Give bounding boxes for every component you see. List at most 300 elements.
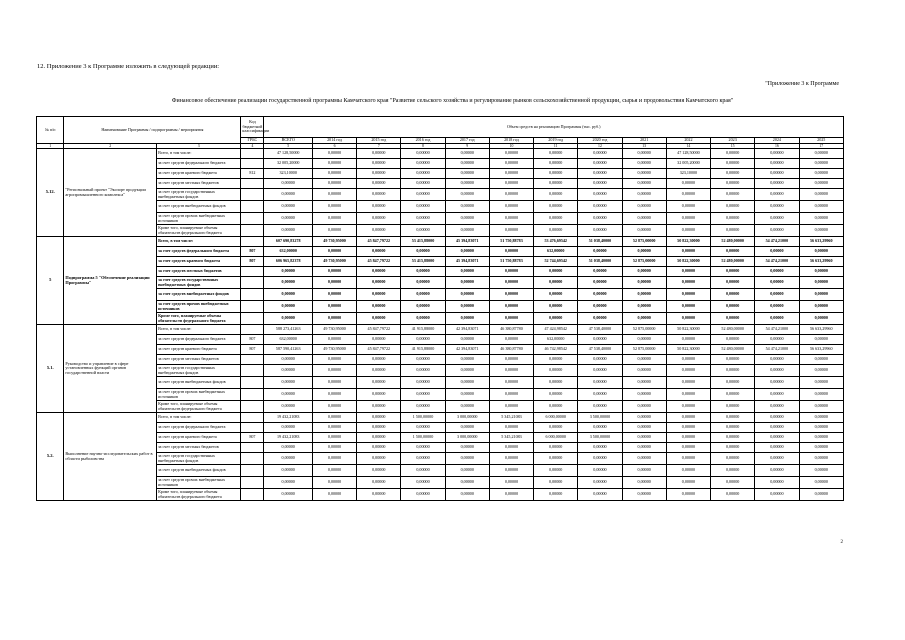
year-value: 0,00000 (401, 389, 445, 401)
total-value: 32 005,20000 (264, 159, 312, 169)
year-value: 0,00000 (755, 149, 799, 159)
year-value: 0,00000 (666, 335, 710, 345)
funding-source: за счет средств федерального бюджета (157, 159, 241, 169)
year-value: 0,00000 (799, 179, 844, 189)
year-value: 0,00000 (711, 443, 755, 453)
year-value: 0,00000 (489, 179, 533, 189)
table-row (37, 301, 844, 313)
year-value: 0,00000 (711, 313, 755, 325)
year-value: 5 345,21083 (489, 413, 533, 423)
funding-source: Всего, в том числе: (157, 237, 241, 247)
table-row (37, 413, 844, 423)
year-value: 0,00000 (578, 289, 622, 301)
year-value: 0,00000 (711, 465, 755, 477)
year-value: 50 822,30000 (666, 345, 710, 355)
year-value: 0,00000 (622, 389, 666, 401)
year-value: 0,00000 (489, 443, 533, 453)
year-value: 0,00000 (357, 213, 401, 225)
year-value: 0,00000 (755, 169, 799, 179)
year-value: 0,00000 (755, 247, 799, 257)
funding-source: за счет средств прочих внебюджетных источников (157, 477, 241, 489)
table-row (37, 267, 844, 277)
year-value: 53 415,88000 (401, 257, 445, 267)
year-value: 0,00000 (445, 335, 489, 345)
year-value: 50 822,30000 (666, 257, 710, 267)
year-value: 0,00000 (534, 365, 578, 377)
year-value: 0,00000 (445, 225, 489, 237)
year-value: 0,00000 (401, 189, 445, 201)
grbs-code (241, 189, 264, 201)
year-value: 0,00000 (622, 213, 666, 225)
year-value: 0,00000 (357, 313, 401, 325)
year-value: 0,00000 (755, 489, 799, 501)
year-value: 0,00000 (534, 313, 578, 325)
funding-source: за счет средств прочих внебюджетных источников (157, 213, 241, 225)
header-year: 2023 (711, 138, 755, 144)
total-value: 0,00000 (264, 477, 312, 489)
grbs-code (241, 423, 264, 433)
year-value: 0,00000 (799, 149, 844, 159)
year-value: 0,00000 (755, 365, 799, 377)
year-value: 0,00000 (755, 433, 799, 443)
table-row (37, 465, 844, 477)
year-value: 45 847,79722 (357, 325, 401, 335)
year-value: 0,00000 (401, 443, 445, 453)
year-value: 0,00000 (357, 443, 401, 453)
grbs-code (241, 413, 264, 423)
page-marker: 2 (840, 540, 843, 545)
year-value: 50 822,30000 (666, 325, 710, 335)
year-value: 0,00000 (799, 159, 844, 169)
year-value: 56 633,29960 (799, 345, 844, 355)
column-number: 3 (157, 143, 241, 149)
year-value: 0,00000 (622, 149, 666, 159)
year-value: 0,00000 (534, 149, 578, 159)
year-value: 47 538,40000 (578, 325, 622, 335)
total-value: 588 273,41263 (264, 325, 312, 335)
year-value: 0,00000 (711, 453, 755, 465)
total-value: 47 128,50000 (264, 149, 312, 159)
row-index: 5.2. (37, 413, 64, 501)
table-row (37, 247, 844, 257)
header-year: 2019 год (534, 138, 578, 144)
table-row (37, 355, 844, 365)
year-value: 0,00000 (357, 159, 401, 169)
year-value: 0,00000 (578, 225, 622, 237)
year-value: 0,00000 (445, 401, 489, 413)
total-value: 0,00000 (264, 267, 312, 277)
year-value: 0,00000 (445, 289, 489, 301)
year-value: 0,00000 (666, 301, 710, 313)
year-value: 0,00000 (357, 401, 401, 413)
year-value: 0,00000 (401, 289, 445, 301)
year-value: 0,00000 (312, 335, 356, 345)
grbs-code (241, 237, 264, 247)
year-value: 0,00000 (799, 169, 844, 179)
year-value: 0,00000 (489, 313, 533, 325)
year-value: 0,00000 (357, 149, 401, 159)
total-value: 0,00000 (264, 355, 312, 365)
table-row (37, 477, 844, 489)
year-value: 0,00000 (445, 213, 489, 225)
year-value: 0,00000 (401, 489, 445, 501)
funding-source: за счет средств прочих внебюджетных источников (157, 389, 241, 401)
header-year: 2024 (755, 138, 799, 144)
year-value: 0,00000 (445, 443, 489, 453)
total-value: 19 432,21083 (264, 433, 312, 443)
year-value: 0,00000 (666, 433, 710, 443)
column-number: 17 (799, 143, 844, 149)
total-value: 0,00000 (264, 377, 312, 389)
grbs-code (241, 443, 264, 453)
grbs-code (241, 453, 264, 465)
year-value: 0,00000 (401, 267, 445, 277)
year-value: 0,00000 (312, 443, 356, 453)
year-value: 0,00000 (489, 477, 533, 489)
year-value: 0,00000 (312, 225, 356, 237)
header-name: Наименование Программы / подпрограммы / мероприятия (64, 117, 241, 144)
year-value: 0,00000 (755, 465, 799, 477)
year-value: 0,00000 (357, 201, 401, 213)
column-number: 7 (357, 143, 401, 149)
year-value: 0,00000 (312, 189, 356, 201)
year-value: 0,00000 (489, 149, 533, 159)
total-value: 0,00000 (264, 179, 312, 189)
year-value: 0,00000 (578, 477, 622, 489)
total-value: 0,00000 (264, 489, 312, 501)
year-value: 54 474,21000 (755, 325, 799, 335)
funding-source: Кроме того, планируемые объемы обязательств федерального бюджета (157, 401, 241, 413)
year-value: 0,00000 (312, 267, 356, 277)
year-value: 0,00000 (489, 389, 533, 401)
year-value: 0,00000 (312, 389, 356, 401)
year-value: 0,00000 (622, 443, 666, 453)
table-row (37, 159, 844, 169)
year-value: 0,00000 (401, 365, 445, 377)
year-value: 0,00000 (357, 489, 401, 501)
total-value: 323,10000 (264, 169, 312, 179)
column-number: 9 (445, 143, 489, 149)
total-value: 632,00000 (264, 247, 312, 257)
year-value: 0,00000 (755, 301, 799, 313)
year-value: 0,00000 (489, 453, 533, 465)
table-row (37, 189, 844, 201)
column-number: 11 (534, 143, 578, 149)
year-value: 0,00000 (666, 179, 710, 189)
year-value: 0,00000 (799, 477, 844, 489)
year-value: 0,00000 (312, 301, 356, 313)
year-value: 0,00000 (755, 213, 799, 225)
table-row (37, 257, 844, 267)
year-value: 0,00000 (357, 169, 401, 179)
table-row (37, 169, 844, 179)
row-index: 5.12. (37, 149, 64, 237)
year-value: 0,00000 (312, 453, 356, 465)
year-value: 0,00000 (578, 401, 622, 413)
year-value: 0,00000 (312, 169, 356, 179)
header-num: № п/п (37, 117, 64, 144)
column-number: 13 (622, 143, 666, 149)
year-value: 0,00000 (711, 277, 755, 289)
year-value: 52 480,00000 (711, 257, 755, 267)
funding-source: за счет средств внебюджетных фондов (157, 201, 241, 213)
year-value: 0,00000 (401, 247, 445, 257)
grbs-code (241, 355, 264, 365)
year-value: 0,00000 (489, 365, 533, 377)
grbs-code (241, 201, 264, 213)
year-value: 0,00000 (799, 225, 844, 237)
year-value: 323,10000 (666, 169, 710, 179)
funding-source: за счет средств местных бюджетов (157, 355, 241, 365)
year-value: 49 730,95000 (312, 257, 356, 267)
table-row (37, 401, 844, 413)
total-value: 0,00000 (264, 301, 312, 313)
year-value: 0,00000 (799, 301, 844, 313)
total-value: 0,00000 (264, 277, 312, 289)
grbs-code (241, 377, 264, 389)
grbs-code: 807 (241, 335, 264, 345)
year-value: 0,00000 (489, 159, 533, 169)
year-value: 0,00000 (357, 465, 401, 477)
year-value: 0,00000 (799, 377, 844, 389)
grbs-code (241, 159, 264, 169)
year-value: 0,00000 (666, 389, 710, 401)
year-value: 0,00000 (357, 355, 401, 365)
year-value: 0,00000 (489, 377, 533, 389)
year-value: 0,00000 (755, 267, 799, 277)
grbs-code (241, 267, 264, 277)
year-value: 0,00000 (534, 201, 578, 213)
funding-source: за счет средств государственных внебюджетных фондов (157, 365, 241, 377)
grbs-code (241, 179, 264, 189)
document-title: Финансовое обеспечение реализации государственной программы Камчатского края "Развитие сельского хозяйства и регулирование рынков сельскохозяйственной продукции, сырья и продовольствия Камчатского края" (171, 98, 734, 104)
year-value: 0,00000 (622, 179, 666, 189)
year-value: 0,00000 (401, 313, 445, 325)
funding-source: Кроме того, планируемые объемы обязательств федерального бюджета (157, 489, 241, 501)
year-value: 0,00000 (666, 213, 710, 225)
year-value: 0,00000 (489, 401, 533, 413)
table-row (37, 325, 844, 335)
year-value: 0,00000 (755, 335, 799, 345)
year-value: 0,00000 (489, 247, 533, 257)
column-number: 6 (312, 143, 356, 149)
column-number: 14 (666, 143, 710, 149)
year-value: 0,00000 (711, 355, 755, 365)
year-value: 51 038,40000 (578, 257, 622, 267)
year-value: 0,00000 (357, 247, 401, 257)
year-value: 6 000,00000 (534, 413, 578, 423)
total-value: 0,00000 (264, 313, 312, 325)
year-value: 0,00000 (666, 247, 710, 257)
year-value: 0,00000 (312, 355, 356, 365)
column-number: 1 (37, 143, 64, 149)
year-value: 1 500,00000 (401, 433, 445, 443)
year-value: 47 128,50000 (666, 149, 710, 159)
year-value: 1 500,00000 (401, 413, 445, 423)
table-row (37, 213, 844, 225)
year-value: 0,00000 (534, 159, 578, 169)
funding-source: Кроме того, планируемые объемы обязательств федерального бюджета (157, 225, 241, 237)
year-value: 0,00000 (312, 489, 356, 501)
year-value: 53 476,69542 (534, 237, 578, 247)
year-value: 0,00000 (401, 149, 445, 159)
table-row (37, 277, 844, 289)
year-value: 0,00000 (711, 267, 755, 277)
year-value: 52 480,00000 (711, 325, 755, 335)
funding-source: за счет средств местных бюджетов (157, 443, 241, 453)
year-value: 0,00000 (357, 477, 401, 489)
year-value: 0,00000 (357, 423, 401, 433)
header-year: 2015 год (357, 138, 401, 144)
year-value: 0,00000 (445, 423, 489, 433)
year-value: 45 394,83071 (445, 257, 489, 267)
year-value: 0,00000 (578, 149, 622, 159)
grbs-code: 812 (241, 169, 264, 179)
year-value: 0,00000 (799, 289, 844, 301)
total-value: 632,00000 (264, 335, 312, 345)
year-value: 0,00000 (578, 169, 622, 179)
year-value: 0,00000 (489, 267, 533, 277)
table-row (37, 453, 844, 465)
year-value: 0,00000 (312, 149, 356, 159)
year-value: 0,00000 (445, 201, 489, 213)
year-value: 0,00000 (666, 453, 710, 465)
funding-source: за счет средств внебюджетных фондов (157, 465, 241, 477)
year-value: 0,00000 (578, 301, 622, 313)
year-value: 0,00000 (622, 277, 666, 289)
year-value: 0,00000 (357, 413, 401, 423)
year-value: 0,00000 (401, 201, 445, 213)
year-value: 0,00000 (622, 301, 666, 313)
year-value: 56 633,29960 (799, 325, 844, 335)
grbs-code: 807 (241, 345, 264, 355)
year-value: 0,00000 (312, 201, 356, 213)
year-value: 0,00000 (666, 443, 710, 453)
year-value: 52 875,00000 (622, 345, 666, 355)
table-row (37, 289, 844, 301)
total-value: 0,00000 (264, 465, 312, 477)
year-value: 0,00000 (622, 267, 666, 277)
year-value: 0,00000 (711, 189, 755, 201)
year-value: 0,00000 (445, 149, 489, 159)
program-name: Выполнение научно-исследовательских работ в области рыболовства (64, 413, 157, 501)
year-value: 46 380,87780 (489, 325, 533, 335)
year-value: 0,00000 (755, 189, 799, 201)
year-value: 0,00000 (755, 355, 799, 365)
year-value: 0,00000 (312, 423, 356, 433)
year-value: 0,00000 (711, 365, 755, 377)
year-value: 0,00000 (711, 213, 755, 225)
year-value: 52 875,00000 (622, 325, 666, 335)
appendix-label: "Приложение 3 к Программе (765, 81, 839, 87)
funding-source: за счет средств федерального бюджета (157, 423, 241, 433)
funding-source: Всего, в том числе: (157, 413, 241, 423)
year-value: 3 000,00000 (445, 433, 489, 443)
year-value: 0,00000 (666, 313, 710, 325)
year-value: 0,00000 (799, 443, 844, 453)
year-value: 52 744,69542 (534, 257, 578, 267)
year-value: 0,00000 (534, 355, 578, 365)
year-value: 0,00000 (401, 401, 445, 413)
year-value: 0,00000 (445, 189, 489, 201)
total-value: 607 690,83278 (264, 237, 312, 247)
grbs-code: 807 (241, 247, 264, 257)
funding-source: Кроме того, планируемые объемы обязательств федерального бюджета (157, 313, 241, 325)
year-value: 0,00000 (489, 335, 533, 345)
year-value: 0,00000 (534, 277, 578, 289)
grbs-code (241, 225, 264, 237)
year-value: 0,00000 (622, 401, 666, 413)
program-name: Руководство и управление в сфере установленных функций органов государственной власти (64, 325, 157, 413)
year-value: 0,00000 (357, 335, 401, 345)
year-value: 49 730,95000 (312, 325, 356, 335)
header-year: 2022 (666, 138, 710, 144)
year-value: 0,00000 (622, 453, 666, 465)
year-value: 0,00000 (711, 159, 755, 169)
year-value: 42 394,83071 (445, 325, 489, 335)
year-value: 0,00000 (489, 225, 533, 237)
year-value: 0,00000 (312, 213, 356, 225)
funding-source: за счет средств внебюджетных фондов (157, 289, 241, 301)
year-value: 0,00000 (755, 377, 799, 389)
year-value: 0,00000 (755, 201, 799, 213)
table-row (37, 345, 844, 355)
year-value: 0,00000 (445, 453, 489, 465)
year-value: 3 500,00000 (578, 413, 622, 423)
year-value: 0,00000 (312, 413, 356, 423)
year-value: 0,00000 (711, 401, 755, 413)
year-value: 0,00000 (401, 159, 445, 169)
column-number: 8 (401, 143, 445, 149)
year-value: 0,00000 (445, 377, 489, 389)
grbs-code: 807 (241, 257, 264, 267)
grbs-code (241, 401, 264, 413)
year-value: 0,00000 (357, 377, 401, 389)
year-value: 0,00000 (445, 477, 489, 489)
table-row (37, 443, 844, 453)
year-value: 0,00000 (578, 355, 622, 365)
year-value: 0,00000 (666, 289, 710, 301)
year-value: 0,00000 (755, 179, 799, 189)
header-code: Код бюджетной классификации (241, 117, 264, 138)
year-value: 0,00000 (622, 433, 666, 443)
year-value: 0,00000 (312, 365, 356, 377)
year-value: 0,00000 (445, 247, 489, 257)
year-value: 0,00000 (755, 423, 799, 433)
year-value: 0,00000 (312, 477, 356, 489)
year-value: 0,00000 (755, 443, 799, 453)
grbs-code: 807 (241, 433, 264, 443)
column-number: 12 (578, 143, 622, 149)
year-value: 0,00000 (489, 301, 533, 313)
year-value: 45 847,79722 (357, 345, 401, 355)
total-value: 0,00000 (264, 365, 312, 377)
year-value: 0,00000 (357, 179, 401, 189)
year-value: 0,00000 (401, 225, 445, 237)
year-value: 0,00000 (578, 335, 622, 345)
year-value: 0,00000 (666, 277, 710, 289)
funding-source: за счет средств государственных внебюджетных фондов (157, 453, 241, 465)
year-value: 0,00000 (312, 179, 356, 189)
year-value: 45 847,79722 (357, 237, 401, 247)
year-value: 0,00000 (489, 169, 533, 179)
year-value: 47 424,98542 (534, 325, 578, 335)
funding-source: за счет средств федерального бюджета (157, 247, 241, 257)
year-value: 0,00000 (401, 179, 445, 189)
grbs-code (241, 289, 264, 301)
year-value: 0,00000 (312, 159, 356, 169)
year-value: 0,00000 (622, 159, 666, 169)
